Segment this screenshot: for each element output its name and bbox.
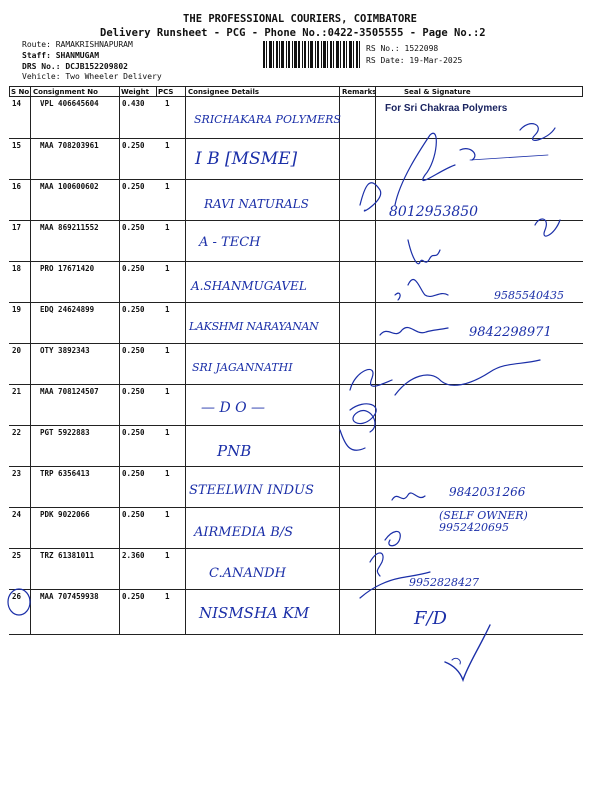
row-consignment: TRP 6356413 (40, 469, 90, 478)
row-sno: 17 (12, 223, 22, 232)
row-pcs: 1 (165, 182, 170, 191)
row-pcs: 1 (165, 387, 170, 396)
row-weight: 0.250 (122, 387, 145, 396)
row-note: 9842031266 (449, 485, 526, 499)
row-consignment: EDQ 24624899 (40, 305, 95, 314)
row-consignee: SRI JAGANNATHI (192, 361, 293, 374)
row-note: 9585540435 (494, 289, 564, 302)
row-consignee: LAKSHMI NARAYANAN (189, 320, 319, 333)
row-weight: 0.430 (122, 99, 145, 108)
row-consignee: A - TECH (199, 235, 261, 250)
row-pcs: 1 (165, 305, 170, 314)
row-pcs: 1 (165, 551, 170, 560)
row-consignee: NISMSHA KM (199, 604, 310, 622)
column-header-weight: Weight (121, 88, 149, 96)
row-sno: 26 (12, 592, 22, 601)
seal-text: For Sri Chakraa Polymers (385, 103, 508, 114)
route-label: Route: RAMAKRISHNAPURAM (22, 40, 133, 49)
row-consignment: TRZ 61381011 (40, 551, 95, 560)
row-sno: 15 (12, 141, 22, 150)
row-consignment: MAA 869211552 (40, 223, 99, 232)
row-weight: 0.250 (122, 182, 145, 191)
row-note: 9952828427 (409, 576, 479, 589)
row-pcs: 1 (165, 428, 170, 437)
row-pcs: 1 (165, 510, 170, 519)
row-sno: 20 (12, 346, 22, 355)
row-consignee: STEELWIN INDUS (189, 483, 314, 498)
row-weight: 0.250 (122, 346, 145, 355)
row-consignment: PDK 9022066 (40, 510, 90, 519)
rs-date: RS Date: 19-Mar-2025 (366, 56, 463, 65)
row-consignee: SRICHAKARA POLYMERS (194, 113, 341, 126)
vehicle-label: Vehicle: Two Wheeler Delivery (22, 72, 162, 81)
row-consignee: C.ANANDH (209, 566, 286, 581)
row-consignment: MAA 100600602 (40, 182, 99, 191)
rs-number: RS No.: 1522098 (366, 44, 439, 53)
row-weight: 0.250 (122, 305, 145, 314)
row-sno: 19 (12, 305, 22, 314)
row-consignment: OTY 3892343 (40, 346, 90, 355)
row-sno: 14 (12, 99, 22, 108)
row-weight: 0.250 (122, 510, 145, 519)
row-note: F/D (414, 608, 447, 629)
row-pcs: 1 (165, 346, 170, 355)
row-weight: 0.250 (122, 592, 145, 601)
drs-label: DRS No.: DCJB152209802 (22, 62, 128, 71)
row-consignment: MAA 708203961 (40, 141, 99, 150)
row-note: 8012953850 (389, 204, 479, 220)
row-consignment: PGT 5922883 (40, 428, 90, 437)
row-sno: 24 (12, 510, 22, 519)
document-title: THE PROFESSIONAL COURIERS, COIMBATORE (183, 13, 417, 25)
row-pcs: 1 (165, 141, 170, 150)
row-pcs: 1 (165, 223, 170, 232)
row-weight: 0.250 (122, 223, 145, 232)
row-consignee: — D O — (201, 400, 266, 416)
row-note: 9842298971 (469, 325, 552, 340)
row-sno: 22 (12, 428, 22, 437)
row-consignee: I B [MSME] (195, 149, 298, 169)
column-header-remarks: Remarks (342, 88, 377, 96)
column-header-sno: S No (11, 88, 30, 96)
row-consignment: VPL 406645604 (40, 99, 99, 108)
row-sno: 21 (12, 387, 22, 396)
row-sno: 16 (12, 182, 22, 191)
document-subtitle: Delivery Runsheet - PCG - Phone No.:0422-3505555 - Page No.:2 (100, 27, 486, 39)
row-sno: 25 (12, 551, 22, 560)
row-weight: 0.250 (122, 428, 145, 437)
staff-label: Staff: SHANMUGAM (22, 51, 100, 60)
row-consignment: MAA 708124507 (40, 387, 99, 396)
row-weight: 2.360 (122, 551, 145, 560)
column-header-consignee: Consignee Details (188, 88, 260, 96)
row-pcs: 1 (165, 592, 170, 601)
row-pcs: 1 (165, 99, 170, 108)
row-sno: 18 (12, 264, 22, 273)
row-weight: 0.250 (122, 264, 145, 273)
row-note: (SELF OWNER) 9952420695 (439, 509, 528, 534)
row-consignment: PRO 17671420 (40, 264, 95, 273)
row-consignee: RAVI NATURALS (204, 197, 309, 211)
row-consignee: A.SHANMUGAVEL (191, 279, 307, 293)
row-pcs: 1 (165, 264, 170, 273)
column-header-consignment: Consignment No (33, 88, 98, 96)
row-sno: 23 (12, 469, 22, 478)
row-consignee: AIRMEDIA B/S (194, 525, 294, 540)
row-consignee: PNB (217, 442, 252, 460)
column-header-pcs: PCS (158, 88, 174, 96)
row-pcs: 1 (165, 469, 170, 478)
column-header-signature: Seal & Signature (404, 88, 471, 96)
row-weight: 0.250 (122, 141, 145, 150)
row-consignment: MAA 707459938 (40, 592, 99, 601)
row-weight: 0.250 (122, 469, 145, 478)
